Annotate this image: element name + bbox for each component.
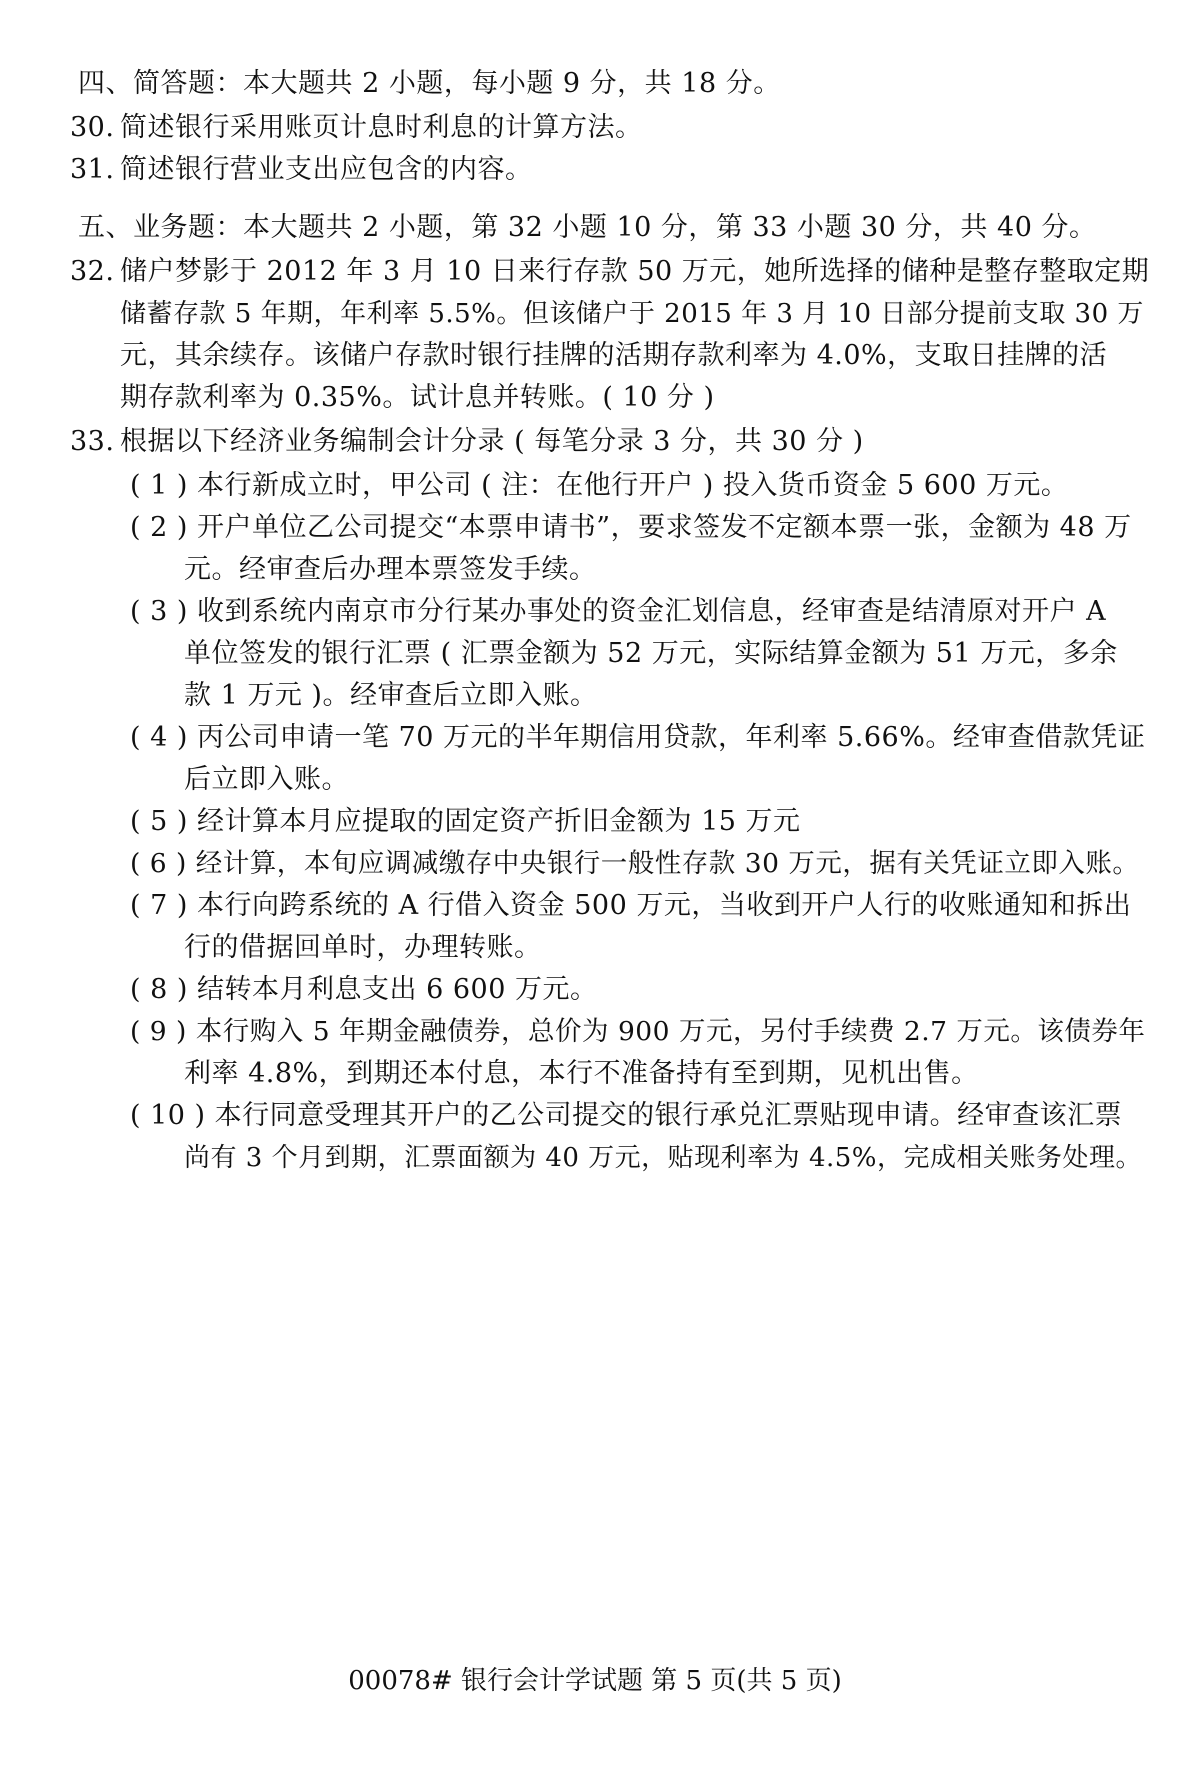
question-text-line: 期存款利率为 0.35%。试计息并转账。( 10 分 ) <box>120 382 715 413</box>
entry-item-continuation: 单位签发的银行汇票 ( 汇票金额为 52 万元，实际结算金额为 51 万元，多余 <box>184 638 1118 669</box>
question-text-line: 储户梦影于 2012 年 3 月 10 日来行存款 50 万元，她所选择的储种是整存整取定期 <box>120 256 1150 287</box>
question-text-line: 元，其余续存。该储户存款时银行挂牌的活期存款利率为 4.0%，支取日挂牌的活 <box>120 340 1108 371</box>
question-30 <box>70 110 643 146</box>
entry-item-7: ( 7 ) 本行向跨系统的 A 行借入资金 500 万元，当收到开户人行的收账通知和拆出 <box>130 890 1132 921</box>
entry-item-9: ( 9 ) 本行购入 5 年期金融债券，总价为 900 万元，另付手续费 2.7 万元。该债券年 <box>130 1016 1146 1047</box>
question-text: 简述银行营业支出应包含的内容。 <box>120 154 533 185</box>
question-number: 32. <box>70 256 115 287</box>
entry-item-continuation: 尚有 3 个月到期，汇票面额为 40 万元，贴现利率为 4.5%，完成相关账务处理。 <box>184 1143 1143 1173</box>
section-4-heading: 四、简答题：本大题共 2 小题，每小题 9 分，共 18 分。 <box>78 68 781 99</box>
entry-item-continuation: 利率 4.8%，到期还本付息，本行不准备持有至到期，见机出售。 <box>184 1058 979 1089</box>
entry-item-continuation: 行的借据回单时，办理转账。 <box>184 932 542 963</box>
entry-item-continuation: 元。经审查后办理本票签发手续。 <box>184 554 597 585</box>
entry-item-1: ( 1 ) 本行新成立时，甲公司 ( 注：在他行开户 ) 投入货币资金 5 600 万元。 <box>130 470 1069 501</box>
question-number: 33. <box>70 426 115 457</box>
question-text-line: 储蓄存款 5 年期，年利率 5.5%。但该储户于 2015 年 3 月 10 日部分提前支取 30 万 <box>120 299 1144 329</box>
question-number: 30. <box>70 112 115 143</box>
question-32 <box>70 254 1149 290</box>
entry-item-continuation: 后立即入账。 <box>184 764 349 795</box>
section-5-heading: 五、业务题：本大题共 2 小题，第 32 小题 10 分，第 33 小题 30 分，共 40 分。 <box>78 212 1097 243</box>
entry-item-5: ( 5 ) 经计算本月应提取的固定资产折旧金额为 15 万元 <box>130 806 801 837</box>
question-31 <box>70 152 533 188</box>
entry-item-continuation: 款 1 万元 )。经审查后立即入账。 <box>184 680 598 711</box>
question-intro: 根据以下经济业务编制会计分录 ( 每笔分录 3 分，共 30 分 ) <box>120 426 864 457</box>
entry-item-4: ( 4 ) 丙公司申请一笔 70 万元的半年期信用贷款，年利率 5.66%。经审查借款凭证 <box>130 722 1146 753</box>
page-footer: 00078# 银行会计学试题 第 5 页(共 5 页) <box>348 1666 842 1696</box>
question-text: 简述银行采用账页计息时利息的计算方法。 <box>120 112 643 143</box>
entry-item-3: ( 3 ) 收到系统内南京市分行某办事处的资金汇划信息，经审查是结清原对开户 A <box>130 596 1107 627</box>
entry-item-10: ( 10 ) 本行同意受理其开户的乙公司提交的银行承兑汇票贴现申请。经审查该汇票 <box>130 1100 1123 1131</box>
entry-item-6: ( 6 ) 经计算，本旬应调减缴存中央银行一般性存款 30 万元，据有关凭证立即入账。 <box>130 848 1140 879</box>
entry-item-2: ( 2 ) 开户单位乙公司提交“本票申请书”，要求签发不定额本票一张，金额为 48 万 <box>130 512 1132 543</box>
question-number: 31. <box>70 154 115 185</box>
question-33 <box>70 424 864 460</box>
entry-item-8: ( 8 ) 结转本月利息支出 6 600 万元。 <box>130 974 598 1005</box>
